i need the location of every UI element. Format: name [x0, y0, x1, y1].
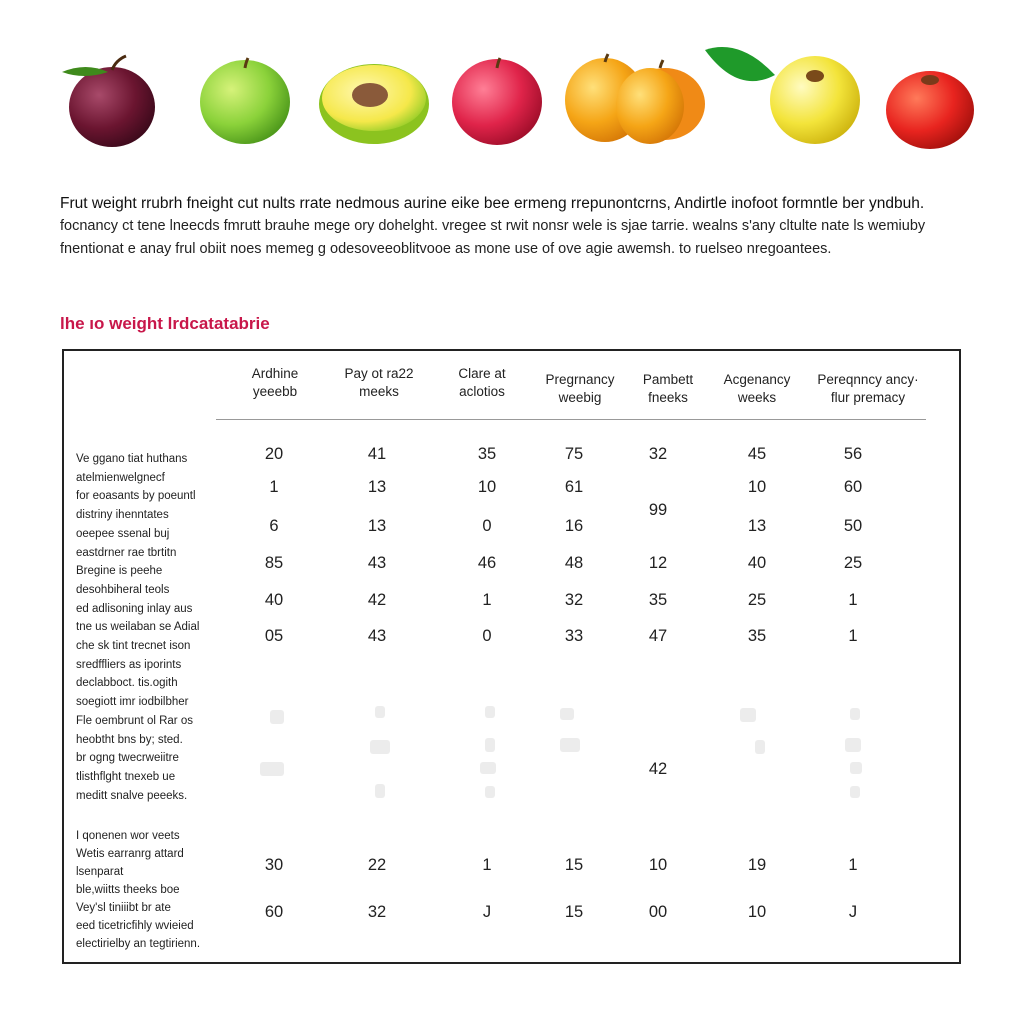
row-label: sredffliers as iporints — [76, 658, 182, 671]
table-cell: 15 — [564, 903, 584, 921]
table-cell: 15 — [564, 856, 584, 874]
table-cell: 46 — [477, 554, 497, 572]
row-label: Ve ggano tiat huthans — [76, 453, 188, 465]
column-header-line: Acgenancy — [723, 372, 791, 387]
column-header-line: Pereqnncy ancy· — [817, 372, 919, 387]
column-header — [215, 365, 335, 401]
apricots-icon — [565, 54, 705, 144]
table-cell: 48 — [564, 554, 584, 572]
row-label: ble,wiitts theeks boe — [76, 884, 180, 896]
faint-background-digits — [260, 700, 880, 810]
table-cell: 30 — [264, 856, 284, 874]
row-label: I qonenen wor veets — [76, 830, 180, 842]
cut-mango-icon — [319, 64, 429, 144]
row-label: heobtht bns by; sted. — [76, 733, 183, 746]
column-header-line: fneeks — [648, 390, 688, 405]
table-cell: 19 — [747, 856, 767, 874]
table-cell: 13 — [367, 478, 387, 496]
table-cell: 10 — [648, 856, 668, 874]
row-label: che sk tint trecnet ison — [76, 640, 191, 653]
column-header-line: weeks — [737, 390, 777, 405]
table-cell: 05 — [264, 627, 284, 645]
table-cell: 42 — [367, 591, 387, 609]
table-cell: 42 — [648, 760, 668, 778]
row-label: electirielby an tegtirienn. — [76, 938, 201, 950]
intro-line-1: Frut weight rrubrh fneight cut nults rrate nedmous aurine eike bee ermeng rrepunontcrns, Andirtle inofoot formntle ber yndbuh. — [60, 195, 925, 212]
row-label: desohbiheral teols — [76, 583, 170, 596]
plum-icon — [62, 56, 155, 147]
row-label: eed ticetricfihly wvieied — [76, 920, 194, 932]
table-cell: 0 — [482, 517, 492, 535]
table-cell: 16 — [564, 517, 584, 535]
row-label: br ogng twecrweiitre — [76, 752, 179, 765]
table-cell: 20 — [264, 445, 284, 463]
tomato-apple-icon — [886, 71, 974, 149]
column-header-line: Pay ot ra22 — [344, 366, 414, 381]
fruit-illustration-row — [0, 40, 1024, 160]
row-label: tlisthflght tnexeb ue — [76, 770, 176, 783]
table-cell: 32 — [648, 445, 668, 463]
table-cell: 33 — [564, 627, 584, 645]
row-label: ed adlisoning inlay aus — [76, 602, 193, 615]
table-cell: 35 — [477, 445, 497, 463]
table-cell: 1 — [482, 856, 492, 874]
intro-paragraph — [60, 192, 960, 261]
row-labels-lower — [76, 827, 226, 953]
table-cell: 35 — [747, 627, 767, 645]
table-cell: 43 — [367, 627, 387, 645]
red-apple-icon — [452, 58, 542, 145]
row-label: Fle oembrunt ol Rar os — [76, 714, 193, 727]
table-cell: 43 — [367, 554, 387, 572]
row-label: declabboct. tis.ogith — [76, 677, 178, 690]
table-cell: 10 — [477, 478, 497, 496]
row-label: meditt snalve peeeks. — [76, 789, 188, 802]
table-cell: 99 — [648, 501, 668, 519]
table-cell: 6 — [269, 517, 279, 535]
table-cell: 25 — [843, 554, 863, 572]
table-cell: 1 — [848, 856, 858, 874]
table-cell: 35 — [648, 591, 668, 609]
table-cell: J — [848, 903, 858, 921]
table-cell: 32 — [564, 591, 584, 609]
column-header-line: weebig — [558, 390, 602, 405]
column-header-line: Clare at — [458, 366, 506, 381]
table-cell: 13 — [747, 517, 767, 535]
row-label: Vey'sl tiniiibt br ate — [76, 902, 171, 914]
column-header-line: aclotios — [459, 384, 505, 399]
row-label: oeepee ssenal buj — [76, 527, 170, 540]
table-cell: 41 — [367, 445, 387, 463]
intro-line-2: focnancy ct tene lneecds fmrutt brauhe mege ory dohelght. vregee st rwit nonsr wele is sjae tarrie. wealns s'any cltulte nate ls wemiuby — [60, 218, 926, 234]
column-header-line: flur premacy — [830, 390, 906, 405]
table-cell: 1 — [848, 591, 858, 609]
column-header-line: yeeebb — [252, 384, 298, 399]
table-cell: 75 — [564, 445, 584, 463]
table-cell: 1 — [848, 627, 858, 645]
table-title: lhe ıo weight lrdcatatabrie — [60, 314, 270, 333]
table-cell: 56 — [843, 445, 863, 463]
table-cell: 13 — [367, 517, 387, 535]
row-label: Wetis earranrg attard — [76, 848, 184, 860]
table-cell: 1 — [482, 591, 492, 609]
row-label: lsenparat — [76, 866, 124, 878]
header-divider — [216, 419, 926, 420]
table-cell: 40 — [264, 591, 284, 609]
table-cell: 25 — [747, 591, 767, 609]
row-labels-upper — [76, 450, 216, 805]
table-cell: 61 — [564, 478, 584, 496]
table-cell: 00 — [648, 903, 668, 921]
column-header-line: meeks — [359, 384, 399, 399]
table-cell: 22 — [367, 856, 387, 874]
column-header — [798, 371, 938, 407]
column-header-line: Pambett — [642, 372, 694, 387]
table-cell: 12 — [648, 554, 668, 572]
table-cell: 0 — [482, 627, 492, 645]
row-label: distriny ihenntates — [76, 509, 169, 522]
table-cell: 60 — [843, 478, 863, 496]
column-header — [319, 365, 439, 401]
table-cell: J — [482, 903, 492, 921]
table-cell: 10 — [747, 903, 767, 921]
table-cell: 60 — [264, 903, 284, 921]
yellow-apple-icon — [705, 47, 860, 144]
table-cell: 85 — [264, 554, 284, 572]
table-cell: 45 — [747, 445, 767, 463]
column-header-line: Pregrnancy — [545, 372, 615, 387]
row-label: eastdrner rae tbrtitn — [76, 546, 177, 559]
row-label: atelmienwelgnecf — [76, 471, 165, 484]
intro-line-3: fnentionat e anay frul obiit noes memeg g odesoveeoblitvooe as mone use of ove agie awemsh. to ruelseo nregoantees. — [60, 241, 832, 257]
row-label: soegiott imr iodbilbher — [76, 696, 189, 709]
table-cell: 50 — [843, 517, 863, 535]
row-label: for eoasants by poeuntl — [76, 490, 196, 503]
table-cell: 10 — [747, 478, 767, 496]
row-label: tne us weilaban se Adial — [76, 621, 200, 634]
row-label: Bregine is peehe — [76, 565, 163, 578]
table-cell: 47 — [648, 627, 668, 645]
table-cell: 32 — [367, 903, 387, 921]
table-cell: 1 — [269, 478, 279, 496]
column-header-line: Ardhine — [251, 366, 299, 381]
table-cell: 40 — [747, 554, 767, 572]
green-apple-icon — [200, 58, 290, 144]
